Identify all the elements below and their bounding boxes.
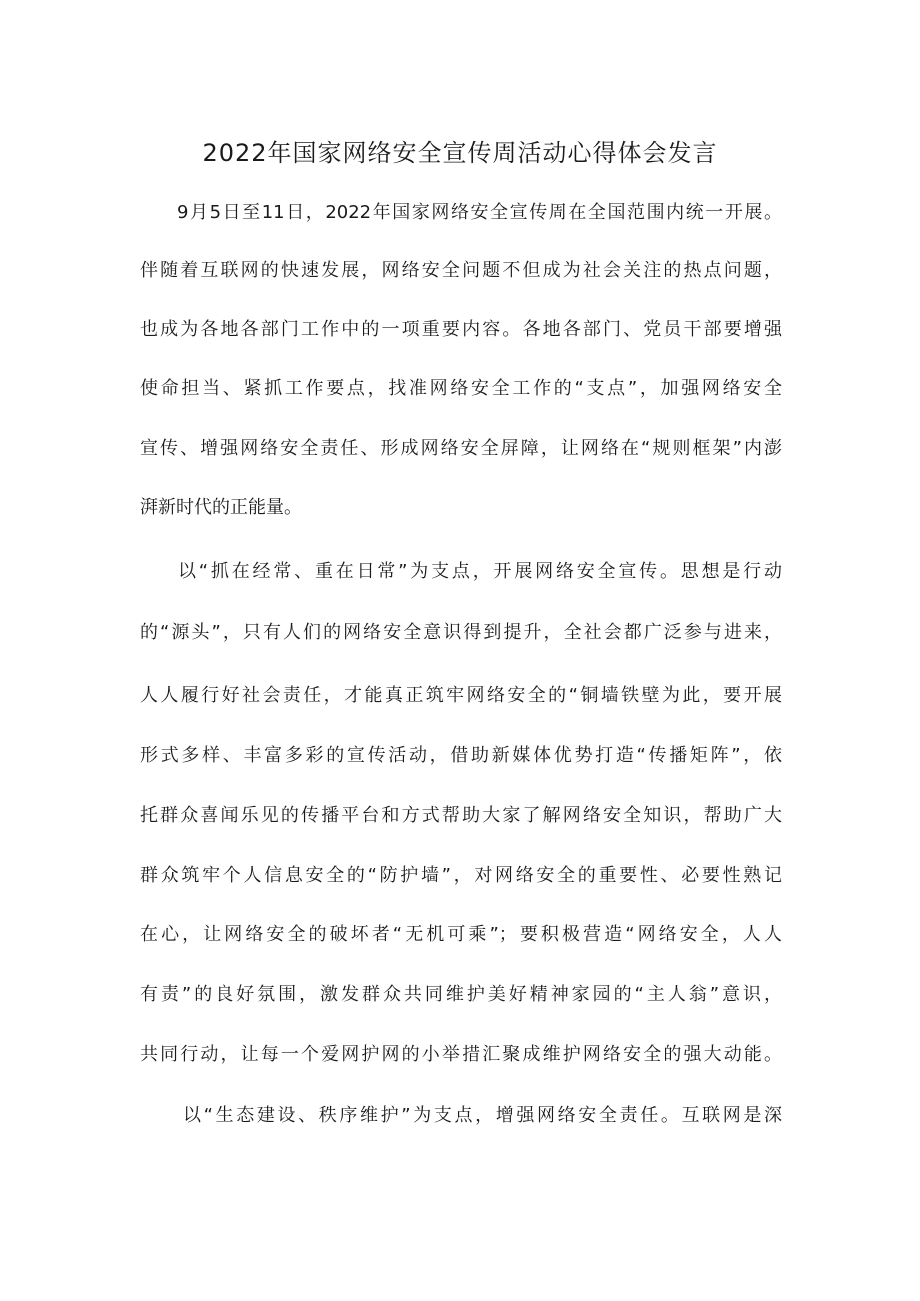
paragraph-line: 宣传、增强网络安全责任、形成网络安全屏障，让网络在“规则框架”内澎 [140,438,782,459]
paragraph-line: 湃新时代的正能量。 [140,497,302,518]
paragraph-line: 也成为各地各部门工作中的一项重要内容。各地各部门、党员干部要增强 [140,319,782,340]
paragraph-line: 有责”的良好氛围，激发群众共同维护美好精神家园的“主人翁”意识， [140,984,782,1005]
paragraph-line: 的“源头”，只有人们的网络安全意识得到提升，全社会都广泛参与进来， [140,622,782,643]
paragraph-line: 以“抓在经常、重在日常”为支点，开展网络安全宣传。思想是行动 [178,561,782,582]
paragraph-line: 以“生态建设、秩序维护”为支点，增强网络安全责任。互联网是深 [183,1105,782,1126]
paragraph-line: 群众筑牢个人信息安全的“防护墙”，对网络安全的重要性、必要性熟记 [140,865,782,886]
paragraph-line: 人人履行好社会责任，才能真正筑牢网络安全的“铜墙铁壁为此，要开展 [140,685,782,706]
paragraph-line: 托群众喜闻乐见的传播平台和方式帮助大家了解网络安全知识，帮助广大 [140,805,782,826]
paragraph-line: 形式多样、丰富多彩的宣传活动，借助新媒体优势打造“传播矩阵”，依 [140,745,782,766]
document-title: 2022年国家网络安全宣传周活动心得体会发言 [202,139,718,167]
paragraph-line: 9月5日至11日，2022年国家网络安全宣传周在全国范围内统一开展。 [177,202,782,223]
paragraph-line: 在心，让网络安全的破坏者“无机可乘”；要积极营造“网络安全，人人 [140,924,782,945]
paragraph-line: 伴随着互联网的快速发展，网络安全问题不但成为社会关注的热点问题， [140,260,782,281]
paragraph-line: 使命担当、紧抓工作要点，找准网络安全工作的“支点”，加强网络安全 [140,378,782,399]
paragraph-line: 共同行动，让每一个爱网护网的小举措汇聚成维护网络安全的强大动能。 [140,1044,782,1065]
